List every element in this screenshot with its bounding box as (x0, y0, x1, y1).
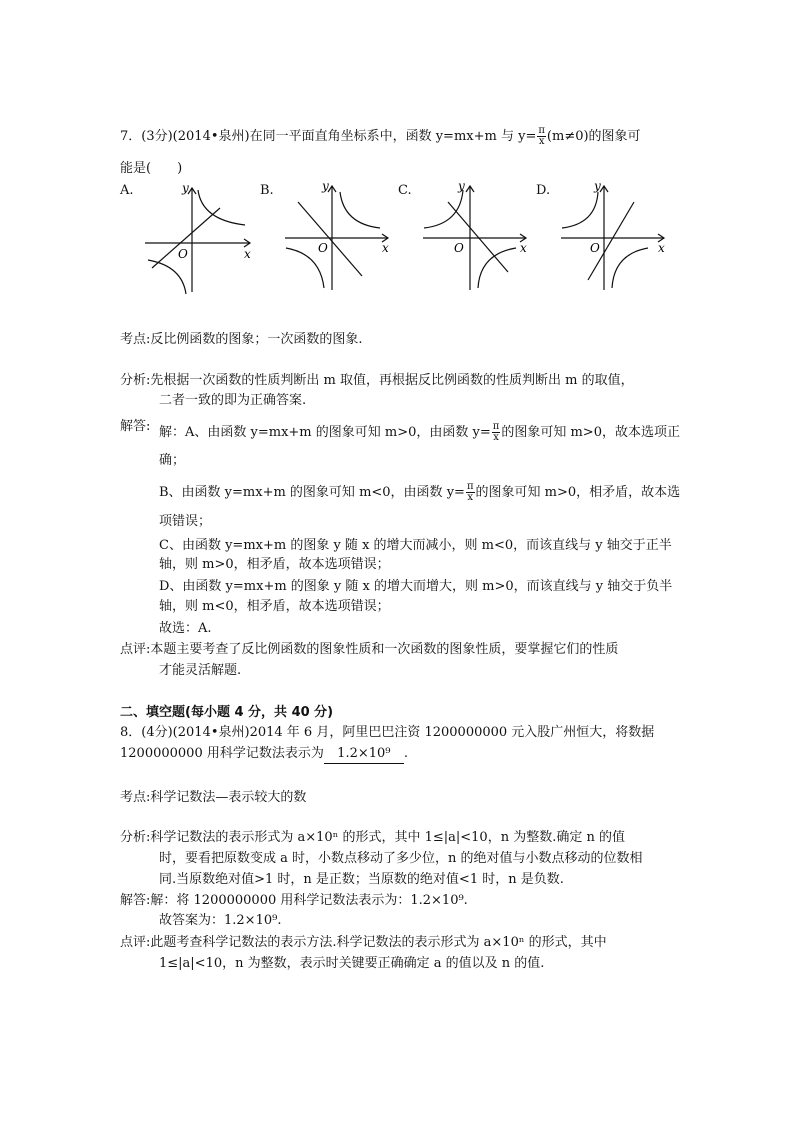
hyperbola-branch (148, 260, 186, 294)
hyperbola-branch (612, 248, 648, 288)
fenxi-8-line2: 时，要看把原数变成 a 时，小数点移动了多少位，n 的绝对值与小数点移动的位数相 (159, 851, 643, 866)
jieda-7-label: 解答: (120, 419, 151, 434)
fenxi-7: 分析:先根据一次函数的性质判断出 m 取值，再根据反比例函数的性质判断出 m 的取值， (120, 373, 634, 388)
hyperbola-branch (562, 192, 598, 228)
svg-text:x: x (244, 247, 251, 261)
hyperbola-branch (424, 190, 463, 228)
section-title: 二、填空题(每小题 4 分，共 40 分) (120, 705, 334, 720)
kaodian-8: 考点:科学记数法—表示较大的数 (120, 790, 307, 805)
svg-text:O: O (454, 241, 464, 255)
fenxi-7-line2: 二者一致的即为正确答案. (159, 393, 307, 408)
dianping-8-line2: 1≤|a|<10，n 为整数，表示时关键要正确确定 a 的值以及 n 的值. (159, 956, 545, 971)
dianping-7: 点评:本题主要考查了反比例函数的图象性质和一次函数的图象性质，要掌握它们的性质 (120, 642, 619, 657)
graph-c (418, 180, 538, 296)
jieda-7-line7: D、由函数 y=mx+m 的图象 y 随 x 的增大而增大，则 m>0，而该直线与 y 轴交于负半 (159, 579, 673, 594)
svg-text:O: O (590, 241, 600, 255)
hyperbola-branch (478, 248, 516, 288)
fenxi-8-line3: 同.当原数绝对值>1 时，n 是正数；当原数的绝对值<1 时，n 是负数. (159, 872, 564, 887)
graph-d (556, 180, 676, 296)
svg-text:y: y (458, 180, 465, 193)
graph-a (140, 180, 260, 296)
dianping-8: 点评:此题考查科学记数法的表示方法.科学记数法的表示形式为 a×10ⁿ 的形式，其中 (120, 935, 607, 950)
kaodian-7: 考点:反比例函数的图象；一次函数的图象. (120, 332, 363, 347)
svg-text:x: x (658, 241, 665, 255)
jieda-8-line2: 故答案为：1.2×10⁹. (159, 913, 282, 928)
option-b-label: B. (260, 183, 274, 198)
line (298, 202, 362, 276)
fenxi-8: 分析:科学记数法的表示形式为 a×10ⁿ 的形式，其中 1≤|a|<10，n 为整数.确定 n 的值 (120, 830, 625, 845)
q8-line2: 1200000000 用科学记数法表示为 1.2×10⁹ . (120, 745, 408, 764)
q7-line1: 7．(3分)(2014•泉州)在同一平面直角坐标系中，函数 y=mx+m 与 y= $\frac{\pi}{x}$ (m≠0)的图象可 (120, 125, 641, 147)
dianping-7-line2: 才能灵活解题. (159, 663, 242, 678)
jieda-7-line1: 解：A、由函数 y=mx+m 的图象可知 m>0，由函数 y= $\frac{\pi}{x}$ 的图象可知 m>0，故本选项正 (159, 421, 680, 443)
option-c-label: C. (398, 183, 412, 198)
option-a-label: A. (120, 183, 134, 198)
jieda-8: 解答:解：将 1200000000 用科学记数法表示为：1.2×10⁹. (120, 893, 468, 908)
jieda-7-line5: C、由函数 y=mx+m 的图象 y 随 x 的增大而减小，则 m<0，而该直线与 y 轴交于正半 (159, 538, 672, 553)
svg-text:O: O (178, 247, 188, 261)
answer-blank: 1.2×10⁹ (324, 745, 404, 764)
jieda-7-line6: 轴，则 m>0，相矛盾，故本选项错误； (159, 557, 390, 572)
hyperbola-branch (340, 192, 380, 228)
jieda-7-line4: 项错误； (159, 514, 212, 529)
jieda-7-line2: 确； (159, 453, 186, 468)
q8-line1: 8．(4分)(2014•泉州)2014 年 6 月，阿里巴巴注资 1200000000 元入股广州恒大，将数据 (120, 725, 655, 740)
svg-text:y: y (182, 181, 189, 195)
svg-text:x: x (382, 241, 389, 255)
jieda-7-line3: B、由函数 y=mx+m 的图象可知 m<0，由函数 y= $\frac{\pi}{x}$ 的图象可知 m>0，相矛盾，故本选 (159, 481, 681, 503)
svg-text:y: y (322, 180, 329, 193)
hyperbola-branch (198, 190, 245, 225)
jieda-7-line9: 故选：A. (159, 621, 212, 636)
fraction: $\frac{\pi}{x}$ (538, 125, 545, 147)
svg-text:x: x (520, 241, 527, 255)
q7-line2: 能是( ) (120, 161, 183, 176)
option-d-label: D. (536, 183, 551, 198)
svg-text:O: O (318, 241, 328, 255)
jieda-7-line8: 轴，则 m<0，相矛盾，故本选项错误； (159, 599, 390, 614)
line (448, 202, 508, 272)
graph-b (280, 180, 400, 296)
svg-text:y: y (594, 180, 601, 193)
